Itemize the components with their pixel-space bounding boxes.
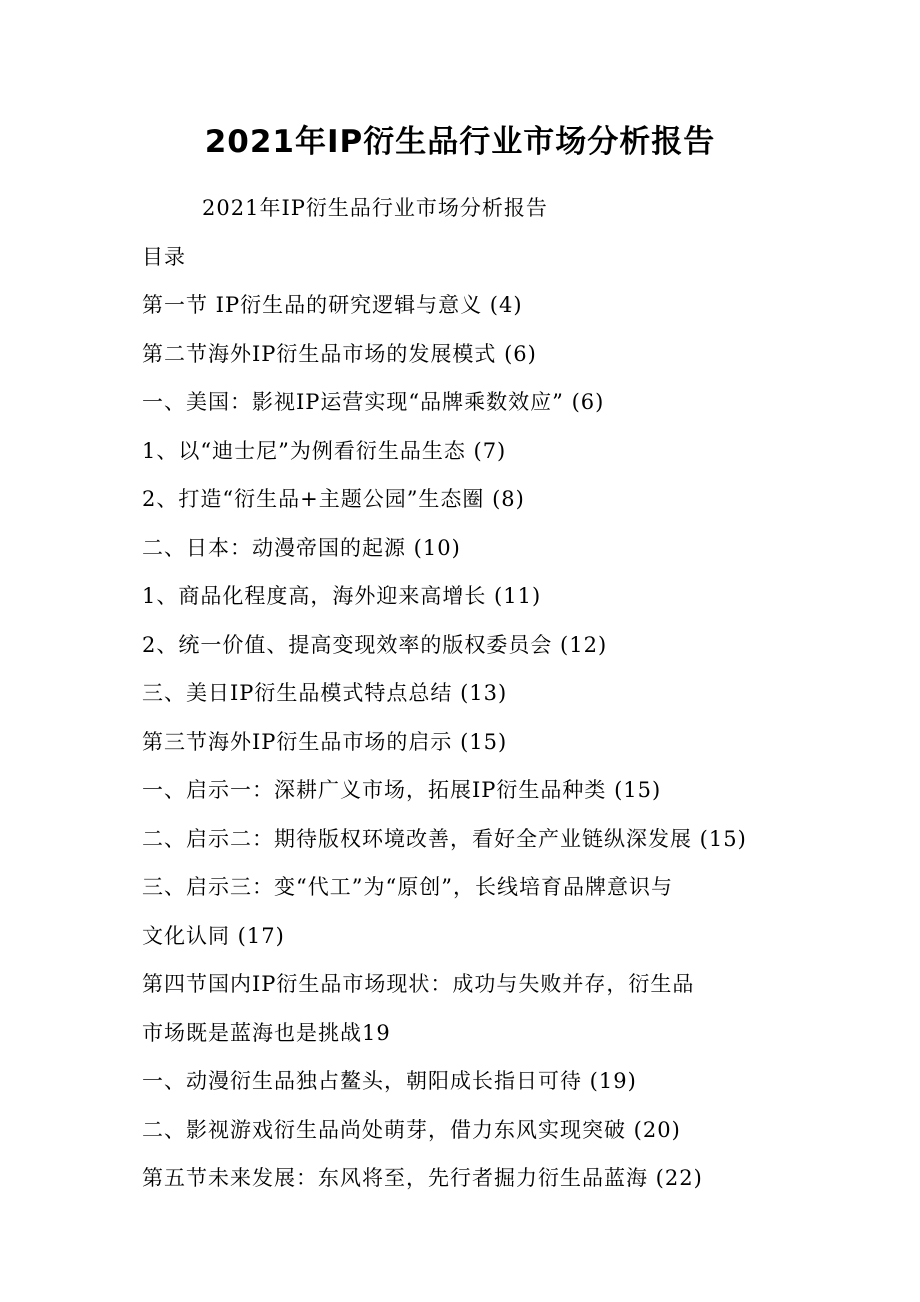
document-title: 2021年IP衍生品行业市场分析报告 bbox=[204, 124, 716, 160]
document-body bbox=[142, 184, 792, 1203]
toc-entry: 二、影视游戏衍生品尚处萌芽，借力东风实现突破 (20) bbox=[142, 1117, 681, 1142]
toc-entry: 二、日本：动漫帝国的起源 (10) bbox=[142, 535, 461, 560]
toc-entry: 三、美日IP衍生品模式特点总结 (13) bbox=[142, 681, 508, 705]
toc-entry-continuation: 市场既是蓝海也是挑战19 bbox=[142, 1020, 391, 1045]
toc-entry: 第五节未来发展：东风将至，先行者掘力衍生品蓝海 (22) bbox=[142, 1166, 703, 1190]
toc-entry: 二、启示二：期待版权环境改善，看好全产业链纵深发展 (15) bbox=[142, 826, 747, 851]
toc-entry: 1、商品化程度高，海外迎来高增长 (11) bbox=[142, 584, 542, 608]
toc-entry: 2、打造“衍生品+主题公园”生态圈 (8) bbox=[142, 487, 525, 511]
toc-entry: 一、启示一：深耕广义市场，拓展IP衍生品种类 (15) bbox=[142, 778, 662, 802]
toc-entry: 三、启示三：变“代工”为“原创”，长线培育品牌意识与 bbox=[142, 875, 673, 899]
toc-entry: 第一节 IP衍生品的研究逻辑与意义 (4) bbox=[142, 293, 523, 317]
toc-entry-continuation: 文化认同 (17) bbox=[142, 923, 285, 948]
toc-entry: 第二节海外IP衍生品市场的发展模式 (6) bbox=[142, 341, 537, 366]
toc-entry: 第四节国内IP衍生品市场现状：成功与失败并存，衍生品 bbox=[142, 972, 695, 996]
toc-entry: 一、动漫衍生品独占鳌头，朝阳成长指日可待 (19) bbox=[142, 1069, 637, 1093]
toc-entry: 第三节海外IP衍生品市场的启示 (15) bbox=[142, 729, 508, 754]
toc-entry: 2、统一价值、提高变现效率的版权委员会 (12) bbox=[142, 632, 608, 657]
table-of-contents bbox=[142, 281, 792, 1203]
toc-heading: 目录 bbox=[142, 244, 186, 269]
toc-entry: 一、美国：影视IP运营实现“品牌乘数效应” (6) bbox=[142, 390, 605, 414]
toc-entry: 1、以“迪士尼”为例看衍生品生态 (7) bbox=[142, 438, 507, 463]
document-subtitle: 2021年IP衍生品行业市场分析报告 bbox=[202, 196, 548, 220]
